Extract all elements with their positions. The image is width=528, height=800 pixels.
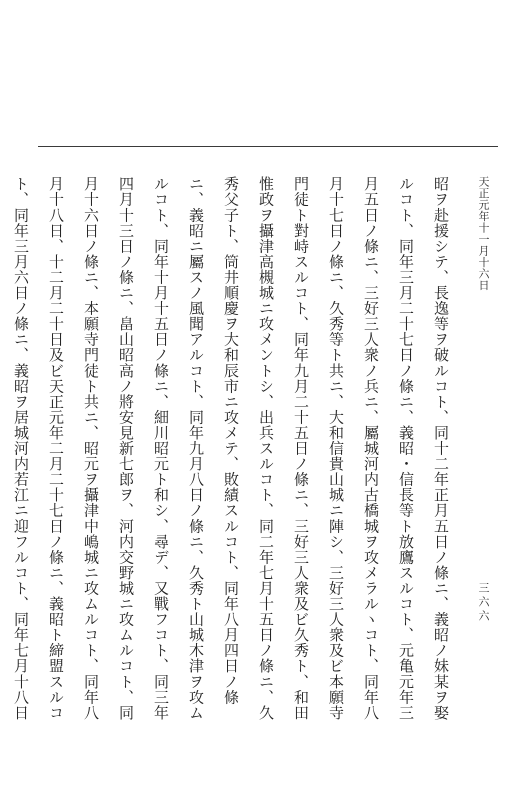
running-head: 天正元年十一月十六日 [477,176,490,291]
header-rule [38,146,498,147]
body-text [12,176,458,732]
body-paragraph: 昭ヲ赴援シテ、長逸等ヲ破ルコト、同十二年正月五日ノ條ニ、義昭ノ妹某ヲ娶ルコト、同年三月二十七日ノ條ニ、義昭・信長等ト放鷹スルコト、元亀元年三月五日ノ條ニ、三好三人衆ノ兵ニ、屬城河内古橋城ヲ攻メラルヽコト、同年八月十七日ノ條ニ、久秀等ト共ニ、大和信貴山城ニ陣シ、三好三人衆及ビ本願寺門徒ト對峙スルコト、同年九月二十五日ノ條ニ、三好三人衆及ビ久秀ト、和田惟政ヲ攝津高槻城ニ攻メントシ、出兵スルコト、同二年七月十五日ノ條ニ、久秀父子ト、筒井順慶ヲ大和辰市ニ攻メテ、敗績スルコト、同年八月四日ノ條ニ、義昭ニ屬スノ風聞アルコト、同年九月八日ノ條ニ、久秀ト山城木津ヲ攻ムルコト、同年十月十五日ノ條ニ、細川昭元ト和シ、尋デ、又戰フコト、同三年四月十三日ノ條ニ、畠山昭高ノ將安見新七郎ヲ、河内交野城ニ攻ムルコト、同月十六日ノ條ニ、本願寺門徒ト共ニ、昭元ヲ攝津中嶋城ニ攻ムルコト、同年八月十八日、十二月二十日及ビ天正元年二月二十七日ノ條ニ、義昭ト締盟スルコト、同年三月六日ノ條ニ、義昭ヲ居城河内若江ニ迎フルコト、同年七月十八日 [12,176,450,721]
page-number: 三六六 [477,582,490,624]
